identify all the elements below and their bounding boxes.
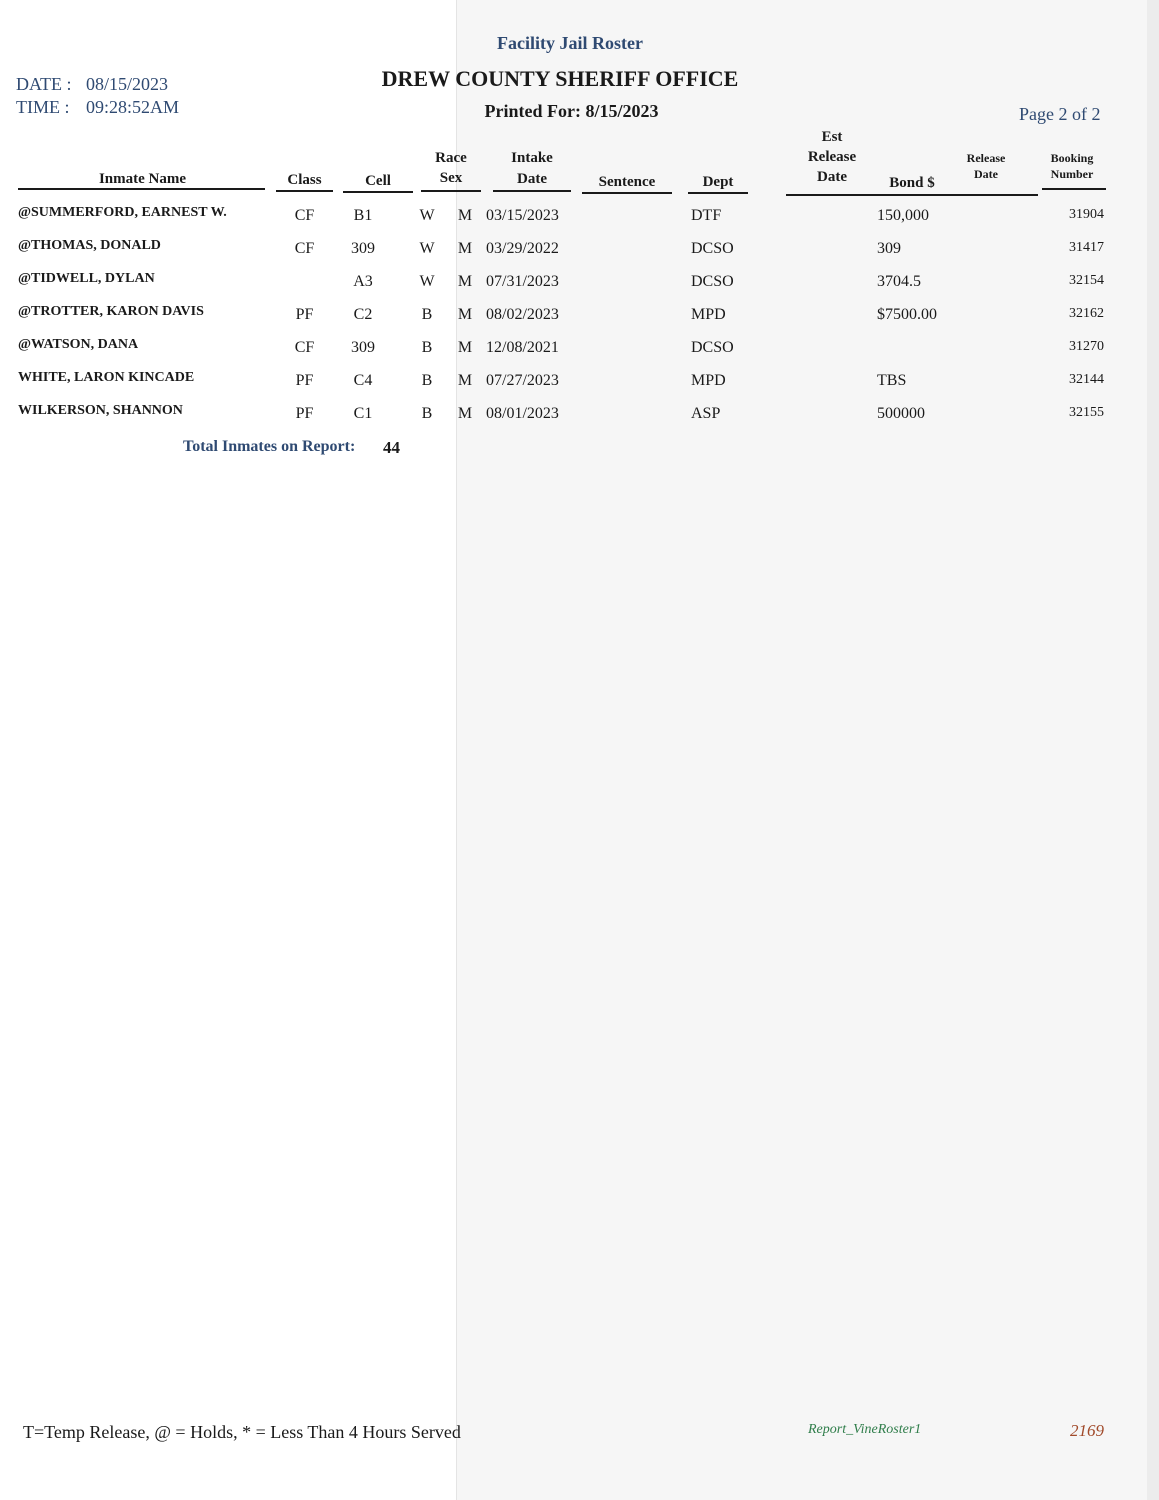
inmate-cell: C1 [353,405,373,422]
inmate-booking-number: 31904 [1069,207,1104,222]
inmate-sex: M [457,339,473,356]
inmate-cell: B1 [353,207,373,224]
inmate-race: W [419,273,435,290]
time-label: TIME : [16,97,70,117]
col-race-sex-rule [421,190,481,192]
printed-for: Printed For: 8/15/2023 [484,101,659,121]
inmate-cell: A3 [353,273,373,290]
inmate-race: W [419,240,435,257]
inmate-cell: C2 [353,306,373,323]
col-inmate-name-rule [18,188,265,190]
inmate-bond: $7500.00 [877,306,937,323]
inmate-race: B [421,372,433,389]
inmate-booking-number: 32162 [1069,306,1104,321]
inmate-sex: M [457,306,473,323]
inmate-class: PF [295,372,314,389]
col-race: Race [435,150,467,166]
report-time [16,97,179,118]
col-release-line1: Release [966,151,1006,165]
inmate-name: @TIDWELL, DYLAN [18,271,155,286]
inmate-intake-date: 12/08/2021 [486,339,559,356]
col-intake-line2: Date [517,171,547,187]
legend-note: T=Temp Release, @ = Holds, * = Less Than 4 Hours Served [23,1422,461,1442]
inmate-intake-date: 03/15/2023 [486,207,559,224]
col-intake-line1: Intake [511,150,553,166]
inmate-dept: ASP [691,405,721,422]
inmate-intake-date: 07/31/2023 [486,273,559,290]
col-bond: Bond $ [889,175,935,191]
inmate-booking-number: 31270 [1069,339,1104,354]
inmate-intake-date: 08/01/2023 [486,405,559,422]
col-class: Class [287,172,322,188]
inmate-name: @SUMMERFORD, EARNEST W. [18,205,227,220]
col-inmate-name: Inmate Name [98,171,187,187]
inmate-class: CF [294,207,315,224]
inmate-bond: 3704.5 [877,273,921,290]
inmate-class: PF [295,405,314,422]
col-dept: Dept [702,174,734,190]
inmate-dept: DCSO [691,240,734,257]
col-est-line2: Release [807,149,857,165]
report-id: Report_VineRoster1 [808,1422,922,1437]
col-release-line2: Date [974,167,998,181]
inmate-sex: M [457,372,473,389]
inmate-name: @TROTTER, KARON DAVIS [18,304,204,319]
inmate-booking-number: 32144 [1069,372,1104,387]
col-booking-line2: Number [1050,167,1094,181]
col-class-rule [276,190,333,192]
col-sentence: Sentence [598,174,656,190]
col-cell: Cell [365,173,391,189]
inmate-sex: M [457,405,473,422]
col-booking-rule [1042,188,1106,190]
inmate-intake-date: 08/02/2023 [486,306,559,323]
scan-edge [1147,0,1159,1500]
col-est-line1: Est [821,129,843,145]
inmate-dept: DCSO [691,273,734,290]
col-sentence-rule [582,192,672,194]
total-label: Total Inmates on Report: [183,438,356,455]
inmate-dept: DTF [691,207,722,224]
inmate-name: WILKERSON, SHANNON [18,403,183,418]
inmate-bond: 150,000 [877,207,929,224]
inmate-intake-date: 07/27/2023 [486,372,559,389]
agency-name: DREW COUNTY SHERIFF OFFICE [381,66,739,91]
inmate-bond: 500000 [877,405,925,422]
inmate-name: @WATSON, DANA [18,337,139,352]
inmate-cell: C4 [353,372,373,389]
inmate-race: B [421,306,433,323]
date-value: 08/15/2023 [86,74,169,94]
col-intake-rule [493,190,571,192]
inmate-name: WHITE, LARON KINCADE [18,370,195,385]
col-sex: Sex [439,170,463,186]
inmate-dept: MPD [691,372,726,389]
report-date [16,74,168,95]
scan-shade [457,0,1159,1500]
inmate-name: @THOMAS, DONALD [18,238,161,253]
inmate-booking-number: 32155 [1069,405,1104,420]
inmate-sex: M [457,273,473,290]
inmate-bond: 309 [877,240,901,257]
inmate-cell: 309 [351,240,375,257]
col-cell-rule [343,191,413,193]
col-est-line3: Date [817,169,847,185]
col-dept-rule [688,192,748,194]
inmate-booking-number: 32154 [1069,273,1104,288]
page-code: 2169 [1070,1421,1104,1440]
date-label: DATE : [16,74,72,94]
time-value: 09:28:52AM [86,97,180,117]
inmate-bond: TBS [877,372,907,389]
inmate-race: B [421,339,433,356]
col-booking-line1: Booking [1050,151,1094,165]
scan-fold-line [456,0,457,1500]
inmate-race: B [421,405,433,422]
total-value: 44 [383,438,400,457]
inmate-sex: M [457,207,473,224]
inmate-class: CF [294,339,315,356]
inmate-sex: M [457,240,473,257]
inmate-class: CF [294,240,315,257]
inmate-dept: MPD [691,306,726,323]
inmate-class: PF [295,306,314,323]
page-indicator: Page 2 of 2 [1019,104,1101,124]
inmate-cell: 309 [351,339,375,356]
inmate-race: W [419,207,435,224]
inmate-dept: DCSO [691,339,734,356]
col-est-bond-release-rule [786,194,1038,196]
inmate-booking-number: 31417 [1069,240,1104,255]
report-title: Facility Jail Roster [497,33,643,53]
inmate-intake-date: 03/29/2022 [486,240,559,257]
